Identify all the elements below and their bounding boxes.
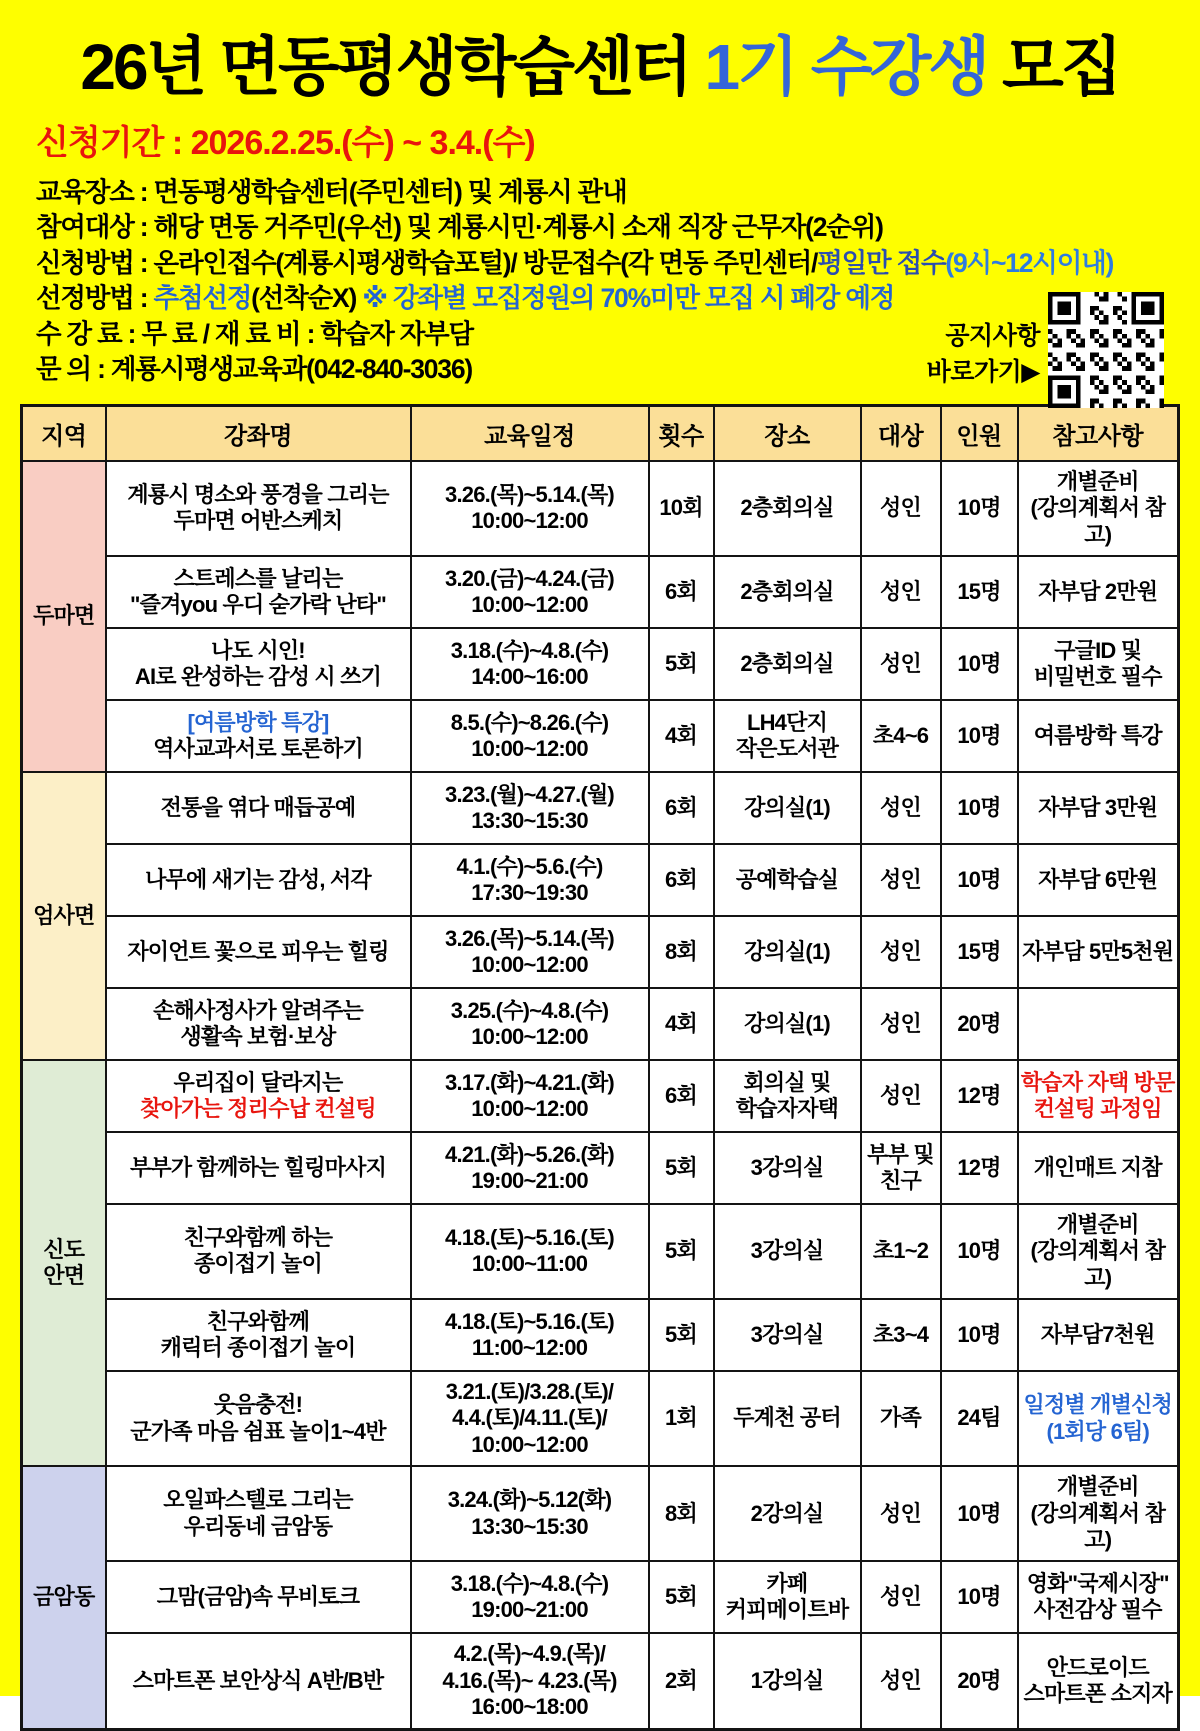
- target-cell: 성인: [861, 916, 941, 988]
- sessions-cell: 4회: [649, 988, 714, 1060]
- place-cell: 2층회의실: [714, 628, 861, 700]
- sessions-cell: 5회: [649, 628, 714, 700]
- note-cell: 개별준비 (강의계획서 참고): [1018, 1204, 1179, 1299]
- apply-weekday-only: 평일만 접수: [817, 247, 946, 278]
- course-cell: 친구와함께 캐릭터 종이접기 놀이: [106, 1299, 411, 1371]
- apply-hours: (9시~12시이내): [945, 247, 1114, 278]
- table-row: [22, 988, 1179, 1060]
- table-row: [22, 1132, 1179, 1204]
- capacity-cell: 12명: [941, 1060, 1018, 1132]
- place-cell: 3강의실: [714, 1299, 861, 1371]
- note-cell: 자부담 6만원: [1018, 844, 1179, 916]
- schedule-cell: 3.24.(화)~5.12(화) 13:30~15:30: [411, 1466, 649, 1561]
- sessions-cell: 2회: [649, 1633, 714, 1729]
- application-method: [36, 246, 1200, 282]
- schedule-cell: 3.25.(수)~4.8.(수) 10:00~12:00: [411, 988, 649, 1060]
- target-cell: 성인: [861, 461, 941, 556]
- select-cancellation-note: ※ 강좌별 모집정원의 70%미만 모집 시 폐강 예정: [362, 283, 895, 314]
- place-cell: 공예학습실: [714, 844, 861, 916]
- table-row: [22, 844, 1179, 916]
- table-row: [22, 700, 1179, 772]
- course-cell: 나도 시인! AI로 완성하는 감성 시 쓰기: [106, 628, 411, 700]
- capacity-cell: 15명: [941, 916, 1018, 988]
- course-cell: 손해사정사가 알려주는 생활속 보험·보상: [106, 988, 411, 1060]
- place-cell: 회의실 및 학습자자택: [714, 1060, 861, 1132]
- sessions-cell: 8회: [649, 916, 714, 988]
- sessions-cell: 6회: [649, 556, 714, 628]
- course-cell: 친구와함께 하는 종이접기 놀이: [106, 1204, 411, 1299]
- education-place: 교육장소 : 면동평생학습센터(주민센터) 및 계룡시 관내: [36, 176, 627, 207]
- schedule-cell: 3.20.(금)~4.24.(금) 10:00~12:00: [411, 556, 649, 628]
- place-cell: 2강의실: [714, 1466, 861, 1561]
- column-header: 강좌명: [106, 405, 411, 461]
- column-header: 참고사항: [1018, 405, 1179, 461]
- note-cell: 안드로이드 스마트폰 소지자: [1018, 1633, 1179, 1729]
- place-cell: 2층회의실: [714, 556, 861, 628]
- course-cell: 자이언트 꽃으로 피우는 힐링: [106, 916, 411, 988]
- course-table: [20, 404, 1180, 1731]
- schedule-cell: 4.2.(목)~4.9.(목)/ 4.16.(목)~ 4.23.(목) 16:00~18:00: [411, 1633, 649, 1729]
- note-cell: 자부담 2만원: [1018, 556, 1179, 628]
- place-cell: LH4단지 작은도서관: [714, 700, 861, 772]
- place-cell: 두계천 공터: [714, 1371, 861, 1466]
- place-cell: 3강의실: [714, 1132, 861, 1204]
- capacity-cell: 10명: [941, 461, 1018, 556]
- column-header: 장소: [714, 405, 861, 461]
- table-row: [22, 1466, 1179, 1561]
- target-cell: 초3~4: [861, 1299, 941, 1371]
- capacity-cell: 10명: [941, 844, 1018, 916]
- table-row: [22, 461, 1179, 556]
- select-no-firstcome: (선착순X): [251, 283, 357, 314]
- place-cell: 강의실(1): [714, 988, 861, 1060]
- note-cell: [1018, 988, 1179, 1060]
- place-cell: 2층회의실: [714, 461, 861, 556]
- sessions-cell: 10회: [649, 461, 714, 556]
- sessions-cell: 5회: [649, 1561, 714, 1633]
- region-cell: 두마면: [22, 461, 106, 772]
- title-part3: 모집: [987, 31, 1120, 103]
- table-row: [22, 1371, 1179, 1466]
- title-part1: 26년 면동평생학습센터: [80, 31, 705, 103]
- capacity-cell: 15명: [941, 556, 1018, 628]
- target-cell: 성인: [861, 1561, 941, 1633]
- schedule-cell: 3.26.(목)~5.14.(목) 10:00~12:00: [411, 461, 649, 556]
- target-cell: 성인: [861, 556, 941, 628]
- capacity-cell: 10명: [941, 1204, 1018, 1299]
- qr-code: [1048, 292, 1164, 408]
- course-cell: 계룡시 명소와 풍경을 그리는 두마면 어반스케치: [106, 461, 411, 556]
- note-cell: 개별준비 (강의계획서 참고): [1018, 1466, 1179, 1561]
- capacity-cell: 10명: [941, 1299, 1018, 1371]
- schedule-cell: 3.18.(수)~4.8.(수) 19:00~21:00: [411, 1561, 649, 1633]
- sessions-cell: 6회: [649, 1060, 714, 1132]
- course-cell: [여름방학 특강] 역사교과서로 토론하기: [106, 700, 411, 772]
- table-row: [22, 1633, 1179, 1729]
- table-row: [22, 1299, 1179, 1371]
- selection-method: [36, 281, 1200, 317]
- region-cell: 신도 안면: [22, 1060, 106, 1466]
- schedule-cell: 3.23.(월)~4.27.(월) 13:30~15:30: [411, 772, 649, 844]
- place-cell: 1강의실: [714, 1633, 861, 1729]
- target-cell: 가족: [861, 1371, 941, 1466]
- schedule-cell: 4.1.(수)~5.6.(수) 17:30~19:30: [411, 844, 649, 916]
- column-header: 교육일정: [411, 405, 649, 461]
- capacity-cell: 20명: [941, 988, 1018, 1060]
- schedule-cell: 3.18.(수)~4.8.(수) 14:00~16:00: [411, 628, 649, 700]
- sessions-cell: 5회: [649, 1299, 714, 1371]
- title-part2-highlight: 1기 수강생: [704, 31, 988, 103]
- column-header: 지역: [22, 405, 106, 461]
- column-header: 인원: [941, 405, 1018, 461]
- capacity-cell: 10명: [941, 772, 1018, 844]
- table-row: [22, 628, 1179, 700]
- note-cell: 자부담 3만원: [1018, 772, 1179, 844]
- course-cell: 나무에 새기는 감성, 서각: [106, 844, 411, 916]
- capacity-cell: 20명: [941, 1633, 1018, 1729]
- target-cell: 성인: [861, 772, 941, 844]
- contact-info: 문 의 : 계룡시평생교육과(042-840-3036): [36, 354, 472, 385]
- note-cell: 구글ID 및 비밀번호 필수: [1018, 628, 1179, 700]
- sessions-cell: 6회: [649, 844, 714, 916]
- target-cell: 초1~2: [861, 1204, 941, 1299]
- schedule-cell: 4.21.(화)~5.26.(화) 19:00~21:00: [411, 1132, 649, 1204]
- column-header: 횟수: [649, 405, 714, 461]
- course-cell: 우리집이 달라지는 찾아가는 정리수납 컨설팅: [106, 1060, 411, 1132]
- capacity-cell: 10명: [941, 628, 1018, 700]
- note-cell: 개인매트 지참: [1018, 1132, 1179, 1204]
- note-cell: 개별준비 (강의계획서 참고): [1018, 461, 1179, 556]
- note-cell: 학습자 자택 방문 컨설팅 과정임: [1018, 1060, 1179, 1132]
- note-cell: 영화"국제시장" 사전감상 필수: [1018, 1561, 1179, 1633]
- target-cell: 성인: [861, 844, 941, 916]
- application-period: 신청기간 : 2026.2.25.(수) ~ 3.4.(수): [36, 124, 535, 163]
- schedule-cell: 8.5.(수)~8.26.(수) 10:00~12:00: [411, 700, 649, 772]
- qr-caption-line1: 공지사항: [945, 322, 1040, 350]
- place-cell: 3강의실: [714, 1204, 861, 1299]
- participation-target: 참여대상 : 해당 면동 거주민(우선) 및 계룡시민·계룡시 소재 직장 근무자(2순위): [36, 212, 883, 243]
- course-cell: 스마트폰 보안상식 A반/B반: [106, 1633, 411, 1729]
- table-row: [22, 1204, 1179, 1299]
- place-cell: 강의실(1): [714, 772, 861, 844]
- note-cell: 여름방학 특강: [1018, 700, 1179, 772]
- schedule-cell: 3.21.(토)/3.28.(토)/ 4.4.(토)/4.11.(토)/ 10:00~12:00: [411, 1371, 649, 1466]
- column-header: 대상: [861, 405, 941, 461]
- qr-caption-line2: 바로가기▶: [926, 358, 1040, 387]
- note-cell: 자부담 5만5천원: [1018, 916, 1179, 988]
- sessions-cell: 8회: [649, 1466, 714, 1561]
- schedule-cell: 3.26.(목)~5.14.(목) 10:00~12:00: [411, 916, 649, 988]
- schedule-cell: 4.18.(토)~5.16.(토) 11:00~12:00: [411, 1299, 649, 1371]
- region-cell: 엄사면: [22, 772, 106, 1060]
- course-cell: 부부가 함께하는 힐링마사지: [106, 1132, 411, 1204]
- place-cell: 카페 커피메이트바: [714, 1561, 861, 1633]
- table-row: [22, 556, 1179, 628]
- target-cell: 성인: [861, 1633, 941, 1729]
- course-cell: 웃음충전! 군가족 마음 쉼표 놀이1~4반: [106, 1371, 411, 1466]
- apply-prefix: 신청방법 : 온라인접수(계룡시평생학습포털)/ 방문접수(각 면동 주민센터/: [36, 247, 818, 278]
- course-cell: 스트레스를 날리는 "즐겨you 우디 숟가락 난타": [106, 556, 411, 628]
- page-title: [0, 0, 1200, 101]
- table-row: [22, 916, 1179, 988]
- capacity-cell: 10명: [941, 700, 1018, 772]
- target-cell: 부부 및 친구: [861, 1132, 941, 1204]
- sessions-cell: 6회: [649, 772, 714, 844]
- capacity-cell: 10명: [941, 1466, 1018, 1561]
- course-cell: 오일파스텔로 그리는 우리동네 금암동: [106, 1466, 411, 1561]
- qr-caption: [860, 318, 1040, 391]
- capacity-cell: 24팀: [941, 1371, 1018, 1466]
- target-cell: 성인: [861, 628, 941, 700]
- sessions-cell: 5회: [649, 1132, 714, 1204]
- course-cell: 전통을 엮다 매듭공예: [106, 772, 411, 844]
- table-row: [22, 1561, 1179, 1633]
- select-lottery: 추첨선정: [153, 283, 252, 314]
- target-cell: 성인: [861, 1466, 941, 1561]
- capacity-cell: 12명: [941, 1132, 1018, 1204]
- sessions-cell: 1회: [649, 1371, 714, 1466]
- target-cell: 성인: [861, 1060, 941, 1132]
- target-cell: 초4~6: [861, 700, 941, 772]
- note-cell: 자부담7천원: [1018, 1299, 1179, 1371]
- select-prefix: 선정방법 :: [36, 283, 154, 314]
- sessions-cell: 4회: [649, 700, 714, 772]
- capacity-cell: 10명: [941, 1561, 1018, 1633]
- course-cell: 그맘(금암)속 무비토크: [106, 1561, 411, 1633]
- sessions-cell: 5회: [649, 1204, 714, 1299]
- place-cell: 강의실(1): [714, 916, 861, 988]
- region-cell: 금암동: [22, 1466, 106, 1729]
- table-header: [22, 405, 1179, 461]
- note-cell: 일정별 개별신청 (1회당 6팀): [1018, 1371, 1179, 1466]
- target-cell: 성인: [861, 988, 941, 1060]
- table-row: [22, 1060, 1179, 1132]
- schedule-cell: 4.18.(토)~5.16.(토) 10:00~11:00: [411, 1204, 649, 1299]
- table-row: [22, 772, 1179, 844]
- fee-info: 수 강 료 : 무 료 / 재 료 비 : 학습자 자부담: [36, 318, 473, 349]
- schedule-cell: 3.17.(화)~4.21.(화) 10:00~12:00: [411, 1060, 649, 1132]
